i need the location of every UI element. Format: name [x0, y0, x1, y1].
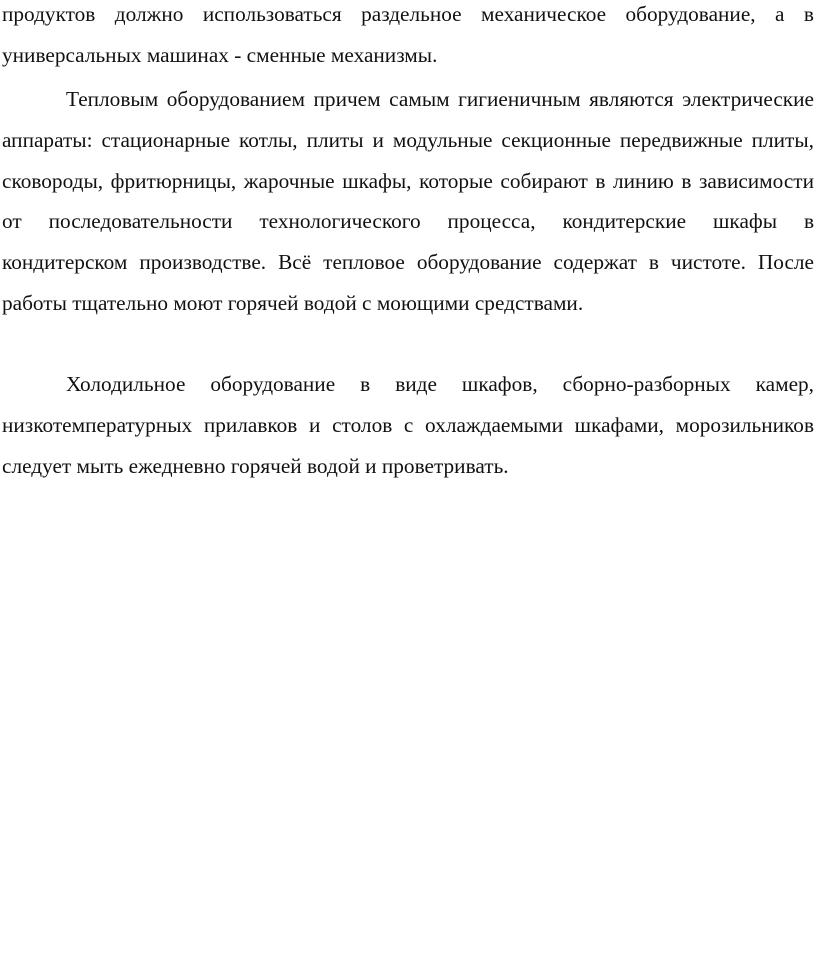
paragraph-continued: продуктов должно использоваться раздельное механическое оборудование, а в универсальных машинах - сменные механизмы. — [2, 2, 814, 67]
paragraph-thermal-equipment: Тепловым оборудованием причем самым гигиеничным являются электрические аппараты: стационарные котлы, плиты и модульные секционные передвижные плиты, сковороды, фритюрницы, жарочные шкафы, которые собирают в линию в зависимости от последовательности технологического процесса, кондитерские шкафы в кондитерском производстве. Всё тепловое оборудование содержат в чистоте. После работы тщательно моют горячей водой с моющими средствами. — [2, 87, 814, 315]
paragraph-refrigeration-equipment: Холодильное оборудование в виде шкафов, сборно-разборных камер, низкотемпературных прилавков и столов с охлаждаемыми шкафами, морозильников следует мыть ежедневно горячей водой и проветривать. — [2, 372, 814, 478]
